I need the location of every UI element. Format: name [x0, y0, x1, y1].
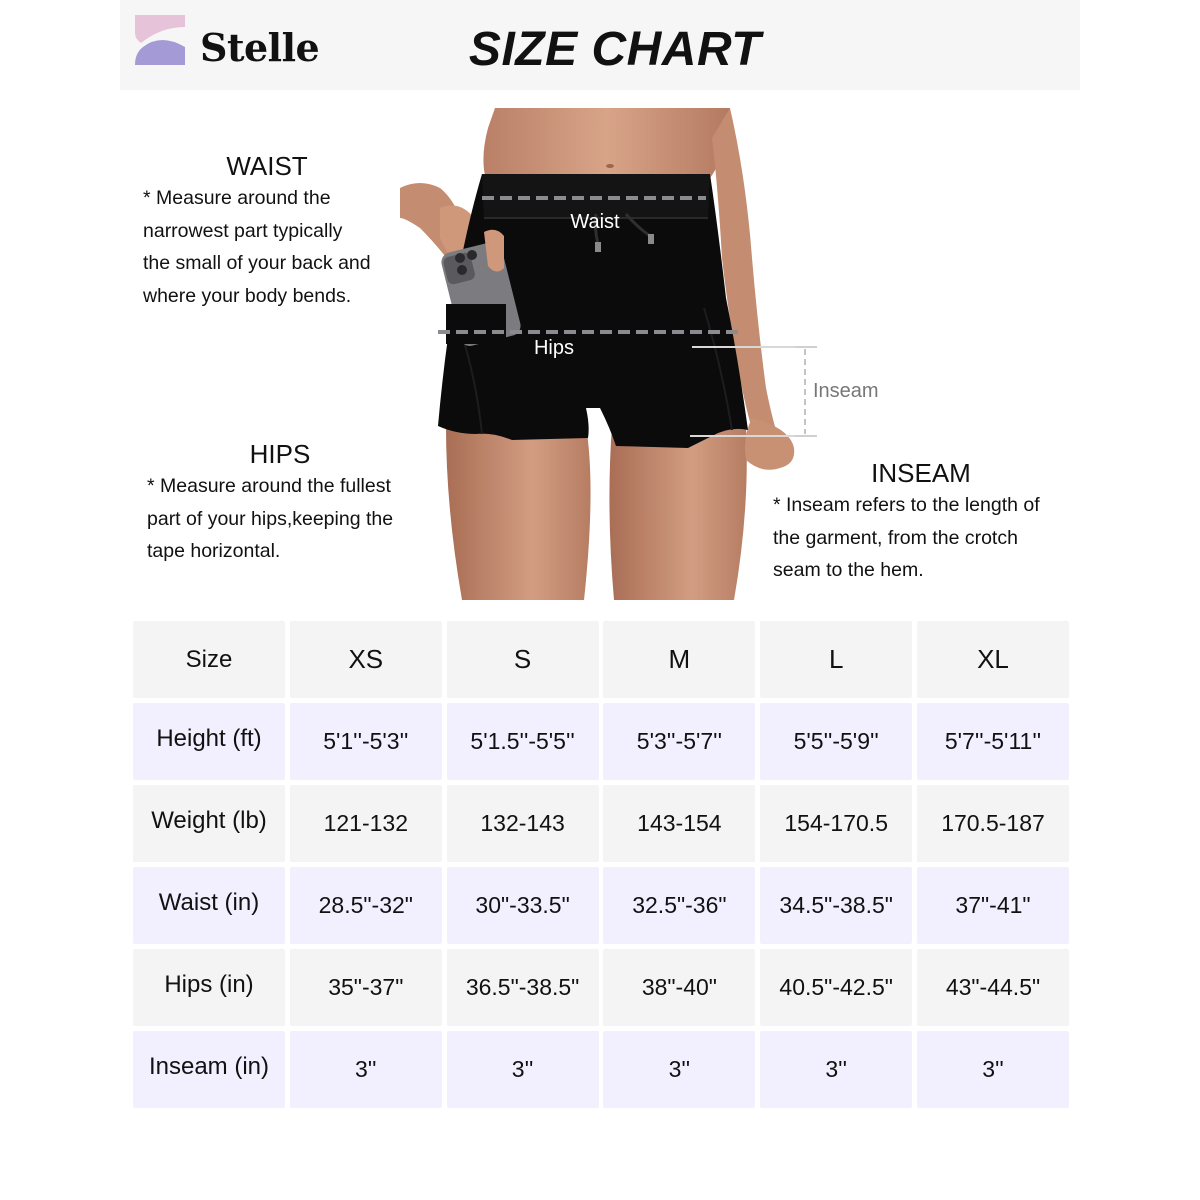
table-cell: 5'1''-5'3'' — [290, 703, 442, 780]
row-label: Height (ft) — [133, 703, 285, 780]
waist-guide-text: * Measure around the narrowest part typically the small of your back and where your body bends. — [143, 187, 371, 307]
hips-guide — [147, 438, 427, 568]
photo-label-inseam: Inseam — [813, 380, 879, 402]
photo-label-waist: Waist — [570, 211, 620, 233]
table-header-cell: S — [447, 621, 599, 698]
table-cell: 36.5"-38.5" — [447, 949, 599, 1026]
photo-label-hips: Hips — [533, 337, 575, 359]
inseam-guide-heading: INSEAM — [871, 458, 971, 488]
brand-name: Stelle — [200, 25, 320, 70]
model-photo — [400, 108, 800, 600]
table-cell: 3'' — [603, 1031, 755, 1108]
table-cell: 34.5"-38.5" — [760, 867, 912, 944]
table-header-cell: L — [760, 621, 912, 698]
table-header-cell: XL — [917, 621, 1069, 698]
table-header-cell: M — [603, 621, 755, 698]
table-header-cell: Size — [133, 621, 285, 698]
table-cell: 3'' — [760, 1031, 912, 1108]
table-cell: 154-170.5 — [760, 785, 912, 862]
size-table — [133, 621, 1069, 1108]
brand-logo — [133, 13, 187, 67]
table-cell: 38"-40" — [603, 949, 755, 1026]
hips-guide-text: * Measure around the fullest part of your hips,keeping the tape horizontal. — [147, 475, 394, 562]
row-label: Hips (in) — [133, 949, 285, 1026]
table-cell: 5'1.5''-5'5'' — [447, 703, 599, 780]
table-header-cell: XS — [290, 621, 442, 698]
table-cell: 132-143 — [447, 785, 599, 862]
table-cell: 3'' — [290, 1031, 442, 1108]
table-cell: 28.5"-32" — [290, 867, 442, 944]
waist-guide — [143, 150, 403, 312]
inseam-marker-right — [795, 345, 825, 440]
table-cell: 35"-37" — [290, 949, 442, 1026]
table-cell: 3'' — [917, 1031, 1069, 1108]
table-cell: 5'7''-5'11'' — [917, 703, 1069, 780]
table-cell: 121-132 — [290, 785, 442, 862]
waist-guide-heading: WAIST — [226, 151, 308, 181]
table-cell: 3'' — [447, 1031, 599, 1108]
table-cell: 5'5''-5'9'' — [760, 703, 912, 780]
table-cell: 170.5-187 — [917, 785, 1069, 862]
table-cell: 30"-33.5" — [447, 867, 599, 944]
table-cell: 40.5"-42.5" — [760, 949, 912, 1026]
row-label: Waist (in) — [133, 867, 285, 944]
table-cell: 43"-44.5" — [917, 949, 1069, 1026]
inseam-guide — [773, 457, 1083, 587]
table-cell: 37"-41" — [917, 867, 1069, 944]
row-label: Inseam (in) — [133, 1031, 285, 1108]
table-cell: 32.5"-36" — [603, 867, 755, 944]
table-cell: 143-154 — [603, 785, 755, 862]
table-cell: 5'3''-5'7'' — [603, 703, 755, 780]
page-title: SIZE CHART — [468, 23, 762, 76]
row-label: Weight (lb) — [133, 785, 285, 862]
hips-guide-heading: HIPS — [249, 439, 311, 469]
inseam-guide-text: * Inseam refers to the length of the garment, from the crotch seam to the hem. — [773, 494, 1040, 581]
